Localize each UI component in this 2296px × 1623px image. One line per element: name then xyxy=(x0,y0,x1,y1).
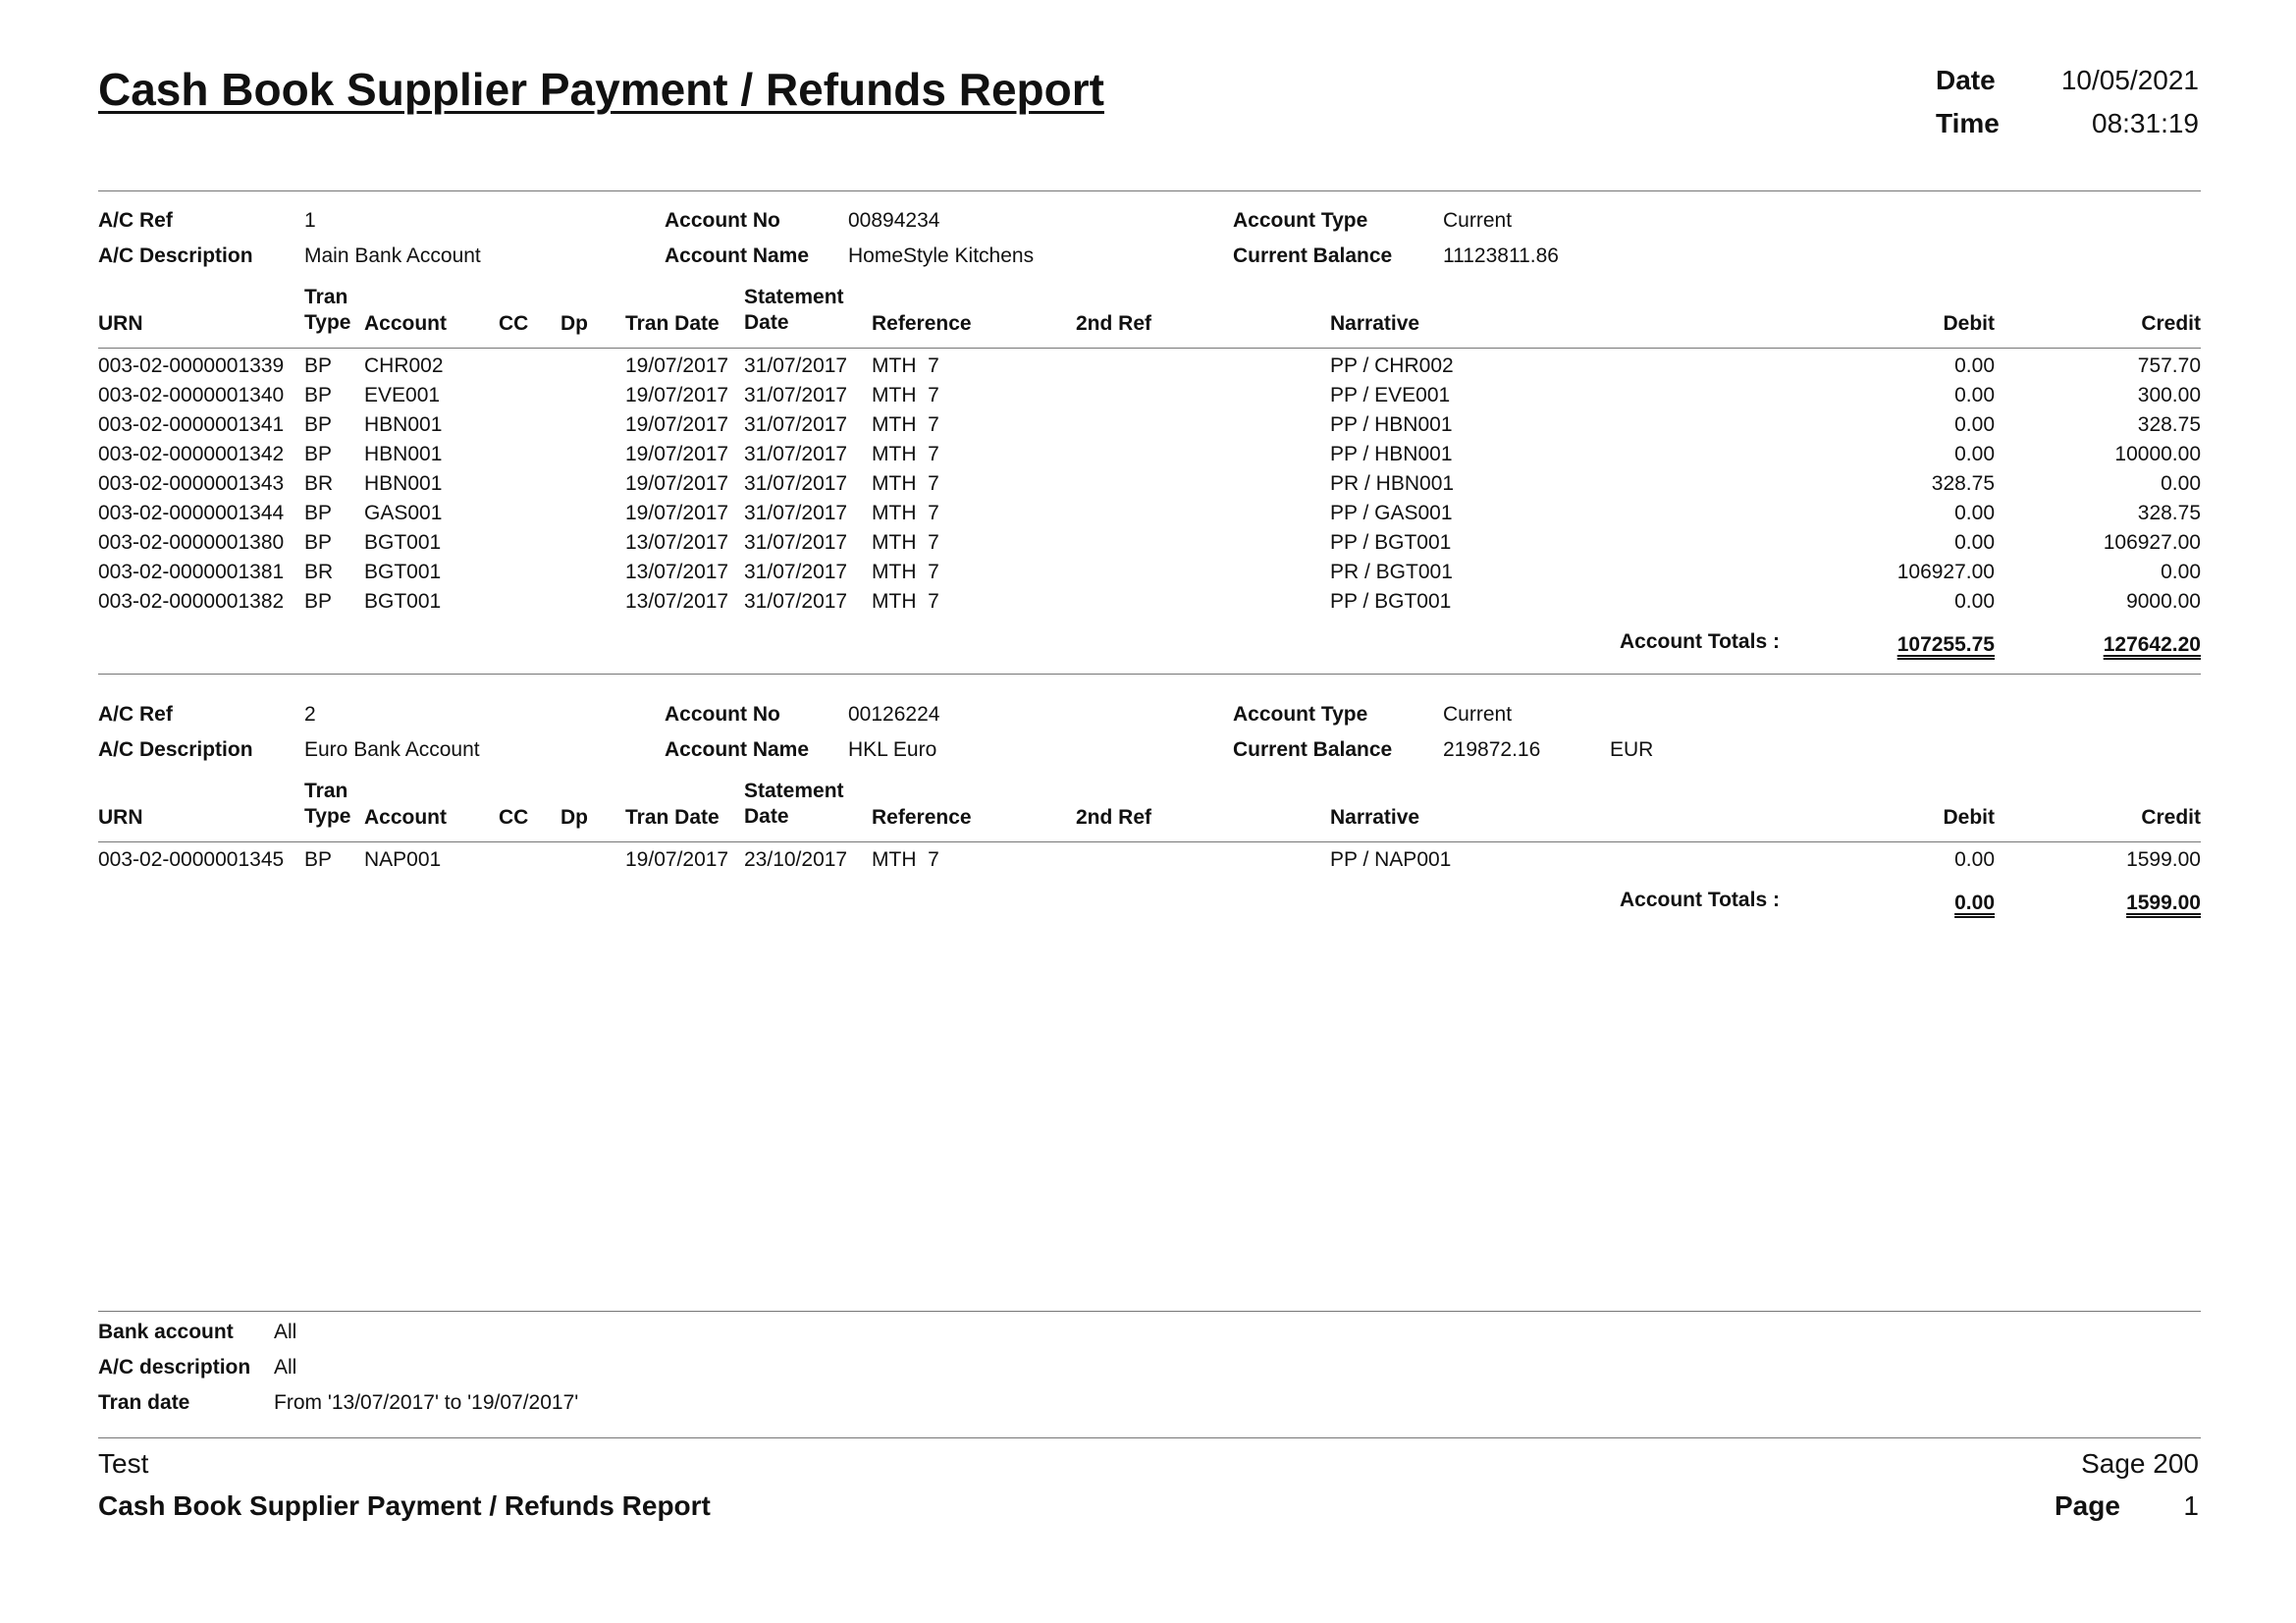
row-type: BR xyxy=(304,561,334,583)
row-credit: 9000.00 xyxy=(2126,590,2201,613)
row-tran-date: 19/07/2017 xyxy=(625,472,729,495)
ac-ref-label: A/C Ref xyxy=(98,703,173,726)
account-no-label: Account No xyxy=(665,703,780,726)
row-credit: 10000.00 xyxy=(2114,443,2201,465)
col-cc: CC xyxy=(499,312,529,335)
col-tran: Tran xyxy=(304,286,348,308)
account-total-credit: 127642.20 xyxy=(2103,633,2201,656)
row-statement-date: 31/07/2017 xyxy=(744,472,848,495)
col-tran-date: Tran Date xyxy=(625,312,720,335)
col-statement-date: Date xyxy=(744,805,789,828)
col-debit: Debit xyxy=(1943,806,1995,829)
row-debit: 328.75 xyxy=(1931,472,1995,495)
account-type-value: Current xyxy=(1443,209,1513,232)
criteria-bank-account-label: Bank account xyxy=(98,1321,234,1343)
col-type: Type xyxy=(304,311,351,334)
row-statement-date: 31/07/2017 xyxy=(744,502,848,524)
criteria-divider xyxy=(98,1311,2201,1312)
row-urn: 003-02-0000001339 xyxy=(98,354,285,377)
col-statement: Statement xyxy=(744,780,844,802)
criteria-tran-date-label: Tran date xyxy=(98,1391,190,1414)
row-account: HBN001 xyxy=(364,413,443,436)
row-debit: 0.00 xyxy=(1954,443,1995,465)
ac-description-label: A/C Description xyxy=(98,244,253,267)
row-debit: 0.00 xyxy=(1954,848,1995,871)
row-urn: 003-02-0000001341 xyxy=(98,413,285,436)
row-type: BP xyxy=(304,502,333,524)
row-tran-date: 19/07/2017 xyxy=(625,354,729,377)
row-urn: 003-02-0000001340 xyxy=(98,384,285,406)
row-account: EVE001 xyxy=(364,384,441,406)
row-debit: 0.00 xyxy=(1954,502,1995,524)
section-divider xyxy=(98,674,2201,675)
account-total-debit: 107255.75 xyxy=(1896,633,1995,656)
col-reference: Reference xyxy=(872,312,972,335)
col-urn: URN xyxy=(98,312,143,335)
row-credit: 1599.00 xyxy=(2126,848,2201,871)
col-cc: CC xyxy=(499,806,529,829)
row-reference: MTH 7 xyxy=(872,590,939,613)
row-statement-date: 31/07/2017 xyxy=(744,531,848,554)
row-reference: MTH 7 xyxy=(872,443,939,465)
col-urn: URN xyxy=(98,806,143,829)
col-debit: Debit xyxy=(1943,312,1995,335)
account-no-value: 00894234 xyxy=(848,209,940,232)
footer-divider xyxy=(98,1437,2201,1438)
row-reference: MTH 7 xyxy=(872,531,939,554)
row-narrative: PP / BGT001 xyxy=(1330,531,1452,554)
row-narrative: PR / BGT001 xyxy=(1330,561,1453,583)
criteria-tran-date-value: From '13/07/2017' to '19/07/2017' xyxy=(274,1391,579,1414)
account-name-label: Account Name xyxy=(665,244,810,267)
ac-ref-label: A/C Ref xyxy=(98,209,173,232)
row-credit: 0.00 xyxy=(2161,561,2201,583)
account-totals-label: Account Totals : xyxy=(1620,889,1780,911)
account-name-label: Account Name xyxy=(665,738,810,761)
row-statement-date: 31/07/2017 xyxy=(744,443,848,465)
row-narrative: PP / HBN001 xyxy=(1330,413,1453,436)
account-no-label: Account No xyxy=(665,209,780,232)
currency-value: EUR xyxy=(1610,738,1654,761)
row-account: HBN001 xyxy=(364,472,443,495)
footer-product: Sage 200 xyxy=(2081,1448,2199,1479)
row-account: NAP001 xyxy=(364,848,442,871)
row-narrative: PP / EVE001 xyxy=(1330,384,1451,406)
row-type: BP xyxy=(304,590,333,613)
row-type: BP xyxy=(304,531,333,554)
row-type: BP xyxy=(304,354,333,377)
current-balance-label: Current Balance xyxy=(1233,738,1393,761)
row-tran-date: 13/07/2017 xyxy=(625,531,729,554)
row-type: BP xyxy=(304,848,333,871)
row-urn: 003-02-0000001381 xyxy=(98,561,285,583)
row-tran-date: 19/07/2017 xyxy=(625,384,729,406)
row-credit: 328.75 xyxy=(2137,502,2201,524)
row-type: BP xyxy=(304,384,333,406)
row-urn: 003-02-0000001380 xyxy=(98,531,285,554)
row-account: BGT001 xyxy=(364,531,442,554)
column-header-divider xyxy=(98,841,2201,842)
row-statement-date: 31/07/2017 xyxy=(744,561,848,583)
time-label: Time xyxy=(1936,108,2000,138)
col-credit: Credit xyxy=(2141,806,2201,829)
row-narrative: PP / GAS001 xyxy=(1330,502,1453,524)
date-label: Date xyxy=(1936,65,1996,95)
col-type: Type xyxy=(304,805,351,828)
row-narrative: PR / HBN001 xyxy=(1330,472,1455,495)
col-second-ref: 2nd Ref xyxy=(1076,312,1152,335)
col-second-ref: 2nd Ref xyxy=(1076,806,1152,829)
row-statement-date: 31/07/2017 xyxy=(744,384,848,406)
account-total-credit: 1599.00 xyxy=(2126,892,2201,914)
col-dp: Dp xyxy=(561,806,588,829)
account-totals-label: Account Totals : xyxy=(1620,630,1780,653)
row-narrative: PP / NAP001 xyxy=(1330,848,1452,871)
row-narrative: PP / CHR002 xyxy=(1330,354,1454,377)
row-reference: MTH 7 xyxy=(872,384,939,406)
header-divider xyxy=(98,190,2201,191)
ac-description-label: A/C Description xyxy=(98,738,253,761)
criteria-ac-description-value: All xyxy=(274,1356,297,1379)
account-type-label: Account Type xyxy=(1233,703,1368,726)
ac-ref-value: 2 xyxy=(304,703,316,726)
time-value: 08:31:19 xyxy=(2092,108,2199,138)
row-narrative: PP / BGT001 xyxy=(1330,590,1452,613)
row-credit: 757.70 xyxy=(2137,354,2201,377)
row-urn: 003-02-0000001345 xyxy=(98,848,285,871)
row-account: BGT001 xyxy=(364,561,442,583)
row-reference: MTH 7 xyxy=(872,502,939,524)
account-total-debit: 0.00 xyxy=(1954,892,1995,914)
col-reference: Reference xyxy=(872,806,972,829)
col-statement: Statement xyxy=(744,286,844,308)
current-balance-value: 11123811.86 xyxy=(1443,244,1559,267)
footer-report-name: Cash Book Supplier Payment / Refunds Report xyxy=(98,1490,711,1521)
row-tran-date: 13/07/2017 xyxy=(625,590,729,613)
row-urn: 003-02-0000001382 xyxy=(98,590,285,613)
row-type: BR xyxy=(304,472,334,495)
row-reference: MTH 7 xyxy=(872,472,939,495)
ac-description-value: Euro Bank Account xyxy=(304,738,480,761)
row-statement-date: 31/07/2017 xyxy=(744,413,848,436)
row-credit: 0.00 xyxy=(2161,472,2201,495)
row-statement-date: 23/10/2017 xyxy=(744,848,848,871)
row-type: BP xyxy=(304,443,333,465)
account-type-label: Account Type xyxy=(1233,209,1368,232)
footer-page-label: Page xyxy=(2055,1490,2120,1521)
footer-company: Test xyxy=(98,1448,149,1479)
current-balance-label: Current Balance xyxy=(1233,244,1393,267)
row-debit: 106927.00 xyxy=(1896,561,1995,583)
account-name-value: HKL Euro xyxy=(848,738,937,761)
account-name-value: HomeStyle Kitchens xyxy=(848,244,1035,267)
col-narrative: Narrative xyxy=(1330,312,1420,335)
row-debit: 0.00 xyxy=(1954,590,1995,613)
row-debit: 0.00 xyxy=(1954,354,1995,377)
column-header-divider xyxy=(98,348,2201,349)
row-statement-date: 31/07/2017 xyxy=(744,354,848,377)
row-urn: 003-02-0000001344 xyxy=(98,502,285,524)
col-statement-date: Date xyxy=(744,311,789,334)
date-value: 10/05/2021 xyxy=(2060,65,2199,95)
col-tran-date: Tran Date xyxy=(625,806,720,829)
row-tran-date: 19/07/2017 xyxy=(625,848,729,871)
col-account: Account xyxy=(364,806,447,829)
row-account: BGT001 xyxy=(364,590,442,613)
row-credit: 300.00 xyxy=(2137,384,2201,406)
row-credit: 106927.00 xyxy=(2103,531,2201,554)
report-title: Cash Book Supplier Payment / Refunds Report xyxy=(98,64,1104,115)
row-tran-date: 19/07/2017 xyxy=(625,502,729,524)
col-credit: Credit xyxy=(2141,312,2201,335)
row-debit: 0.00 xyxy=(1954,531,1995,554)
ac-description-value: Main Bank Account xyxy=(304,244,481,267)
criteria-bank-account-value: All xyxy=(274,1321,297,1343)
row-reference: MTH 7 xyxy=(872,413,939,436)
footer-page-number: 1 xyxy=(2183,1490,2199,1521)
account-type-value: Current xyxy=(1443,703,1513,726)
row-reference: MTH 7 xyxy=(872,848,939,871)
criteria-ac-description-label: A/C description xyxy=(98,1356,251,1379)
row-reference: MTH 7 xyxy=(872,354,939,377)
row-account: GAS001 xyxy=(364,502,443,524)
row-tran-date: 13/07/2017 xyxy=(625,561,729,583)
row-tran-date: 19/07/2017 xyxy=(625,413,729,436)
row-urn: 003-02-0000001342 xyxy=(98,443,285,465)
col-tran: Tran xyxy=(304,780,348,802)
row-debit: 0.00 xyxy=(1954,413,1995,436)
account-no-value: 00126224 xyxy=(848,703,940,726)
row-account: HBN001 xyxy=(364,443,443,465)
row-statement-date: 31/07/2017 xyxy=(744,590,848,613)
col-dp: Dp xyxy=(561,312,588,335)
current-balance-value: 219872.16 xyxy=(1443,738,1541,761)
row-urn: 003-02-0000001343 xyxy=(98,472,285,495)
row-debit: 0.00 xyxy=(1954,384,1995,406)
ac-ref-value: 1 xyxy=(304,209,316,232)
col-narrative: Narrative xyxy=(1330,806,1420,829)
row-reference: MTH 7 xyxy=(872,561,939,583)
col-account: Account xyxy=(364,312,447,335)
row-narrative: PP / HBN001 xyxy=(1330,443,1453,465)
row-credit: 328.75 xyxy=(2137,413,2201,436)
row-account: CHR002 xyxy=(364,354,444,377)
row-type: BP xyxy=(304,413,333,436)
row-tran-date: 19/07/2017 xyxy=(625,443,729,465)
